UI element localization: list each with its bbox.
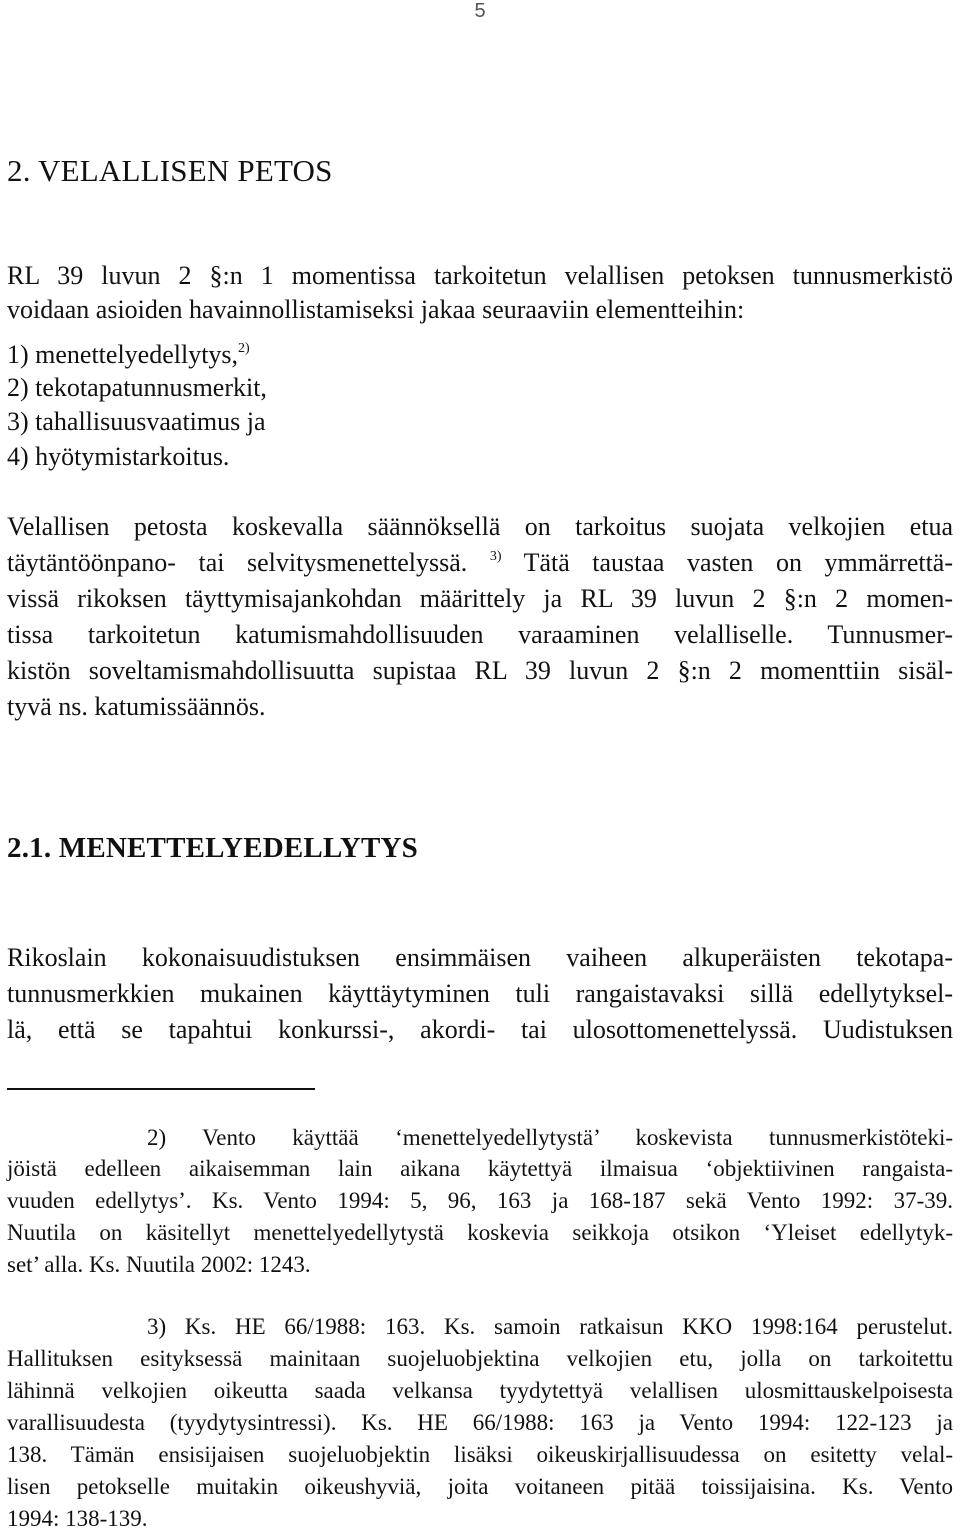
subsection-line-1: Rikoslain kokonaisuudistuksen ensimmäisen vaiheen alkuperäisten tekotapa-: [7, 943, 953, 972]
footnote-separator: [7, 1088, 315, 1090]
paragraph-line-2: [7, 546, 953, 580]
paragraph-line-5: kistön soveltamismahdollisuutta supistaa RL 39 luvun 2 §:n 2 momenttiin sisäl-: [7, 656, 953, 685]
footnote-3-line-5: 138. Tämän ensisijaisen suojeluobjektin lisäksi oikeuskirjallisuudessa on esitetty velal-: [7, 1442, 953, 1467]
paragraph-line-6: tyvä ns. katumissäännös.: [7, 692, 266, 721]
element-item-2: 2) tekotapatunnusmerkit,: [7, 373, 267, 402]
intro-line-2: voidaan asioiden havainnollistamiseksi jakaa seuraaviin elementteihin:: [7, 295, 745, 324]
footnote-2-line-5: set’ alla. Ks. Nuutila 2002: 1243.: [7, 1252, 311, 1277]
footnote-3-line-4: varallisuudesta (tyydytysintressi). Ks. HE 66/1988: 163 ja Vento 1994: 122-123 ja: [7, 1410, 953, 1435]
paragraph-line-2-start: täytäntöönpano- tai selvitysmenettelyssä.: [7, 548, 468, 577]
subsection-heading: 2.1. MENETTELYEDELLYTYS: [7, 832, 419, 864]
paragraph-line-2-end: Tätä taustaa vasten on ymmärrettä-: [523, 548, 954, 577]
element-item-1-text: 1) menettelyedellytys,: [7, 340, 239, 369]
footnote-2-line-2: jöistä edelleen aikaisemman lain aikana käytettyä ilmaisua ‘objektiivinen rangaista-: [7, 1156, 953, 1181]
footnote-2-line-3: vuuden edellytys’. Ks. Vento 1994: 5, 96, 163 ja 168-187 sekä Vento 1992: 37-39.: [7, 1188, 953, 1213]
page-number: 5: [474, 0, 486, 22]
element-item-1: [7, 338, 250, 372]
section-heading: 2. VELALLISEN PETOS: [7, 153, 333, 188]
footnote-2-line-1: 2) Vento käyttää ‘menettelyedellytystä’ koskevista tunnusmerkistöteki-: [147, 1125, 953, 1150]
footnote-3-line-6: lisen petokselle muitakin oikeushyviä, joita voitaneen pitää toissijaisina. Ks. Vento: [7, 1474, 953, 1499]
paragraph-line-4: tissa tarkoitetun katumismahdollisuuden varaaminen velalliselle. Tunnusmer-: [7, 620, 953, 649]
footnote-3-line-3: lähinnä velkojien oikeutta saada velkansa tyydytettyä velallisen ulosmittauskelpoisesta: [7, 1378, 953, 1403]
footnote-3-line-7: 1994: 138-139.: [7, 1506, 148, 1531]
element-item-3: 3) tahallisuusvaatimus ja: [7, 407, 266, 436]
intro-line-1: RL 39 luvun 2 §:n 1 momentissa tarkoitetun velallisen petoksen tunnusmerkistö: [7, 261, 953, 290]
paragraph-line-3: vissä rikoksen täyttymisajankohdan määrittely ja RL 39 luvun 2 §:n 2 momen-: [7, 584, 953, 613]
footnote-3-line-2: Hallituksen esityksessä mainitaan suojeluobjektina velkojien etu, jolla on tarkoitettu: [7, 1346, 953, 1371]
footnote-ref-3: 3): [489, 549, 502, 564]
paragraph-line-1: Velallisen petosta koskevalla säännöksellä on tarkoitus suojata velkojien etua: [7, 512, 953, 541]
subsection-line-3: lä, että se tapahtui konkurssi-, akordi- tai ulosottomenettelyssä. Uudistuksen: [7, 1015, 953, 1044]
footnote-3-line-1: 3) Ks. HE 66/1988: 163. Ks. samoin ratkaisun KKO 1998:164 perustelut.: [147, 1314, 953, 1339]
footnote-ref-2: 2): [238, 341, 250, 356]
footnote-2-line-4: Nuutila on käsitellyt menettelyedellytystä koskevia seikkoja otsikon ‘Yleiset edellytyk-: [7, 1220, 953, 1245]
subsection-line-2: tunnusmerkkien mukainen käyttäytyminen tuli rangaistavaksi sillä edellytyksel-: [7, 979, 953, 1008]
element-item-4: 4) hyötymistarkoitus.: [7, 442, 230, 471]
